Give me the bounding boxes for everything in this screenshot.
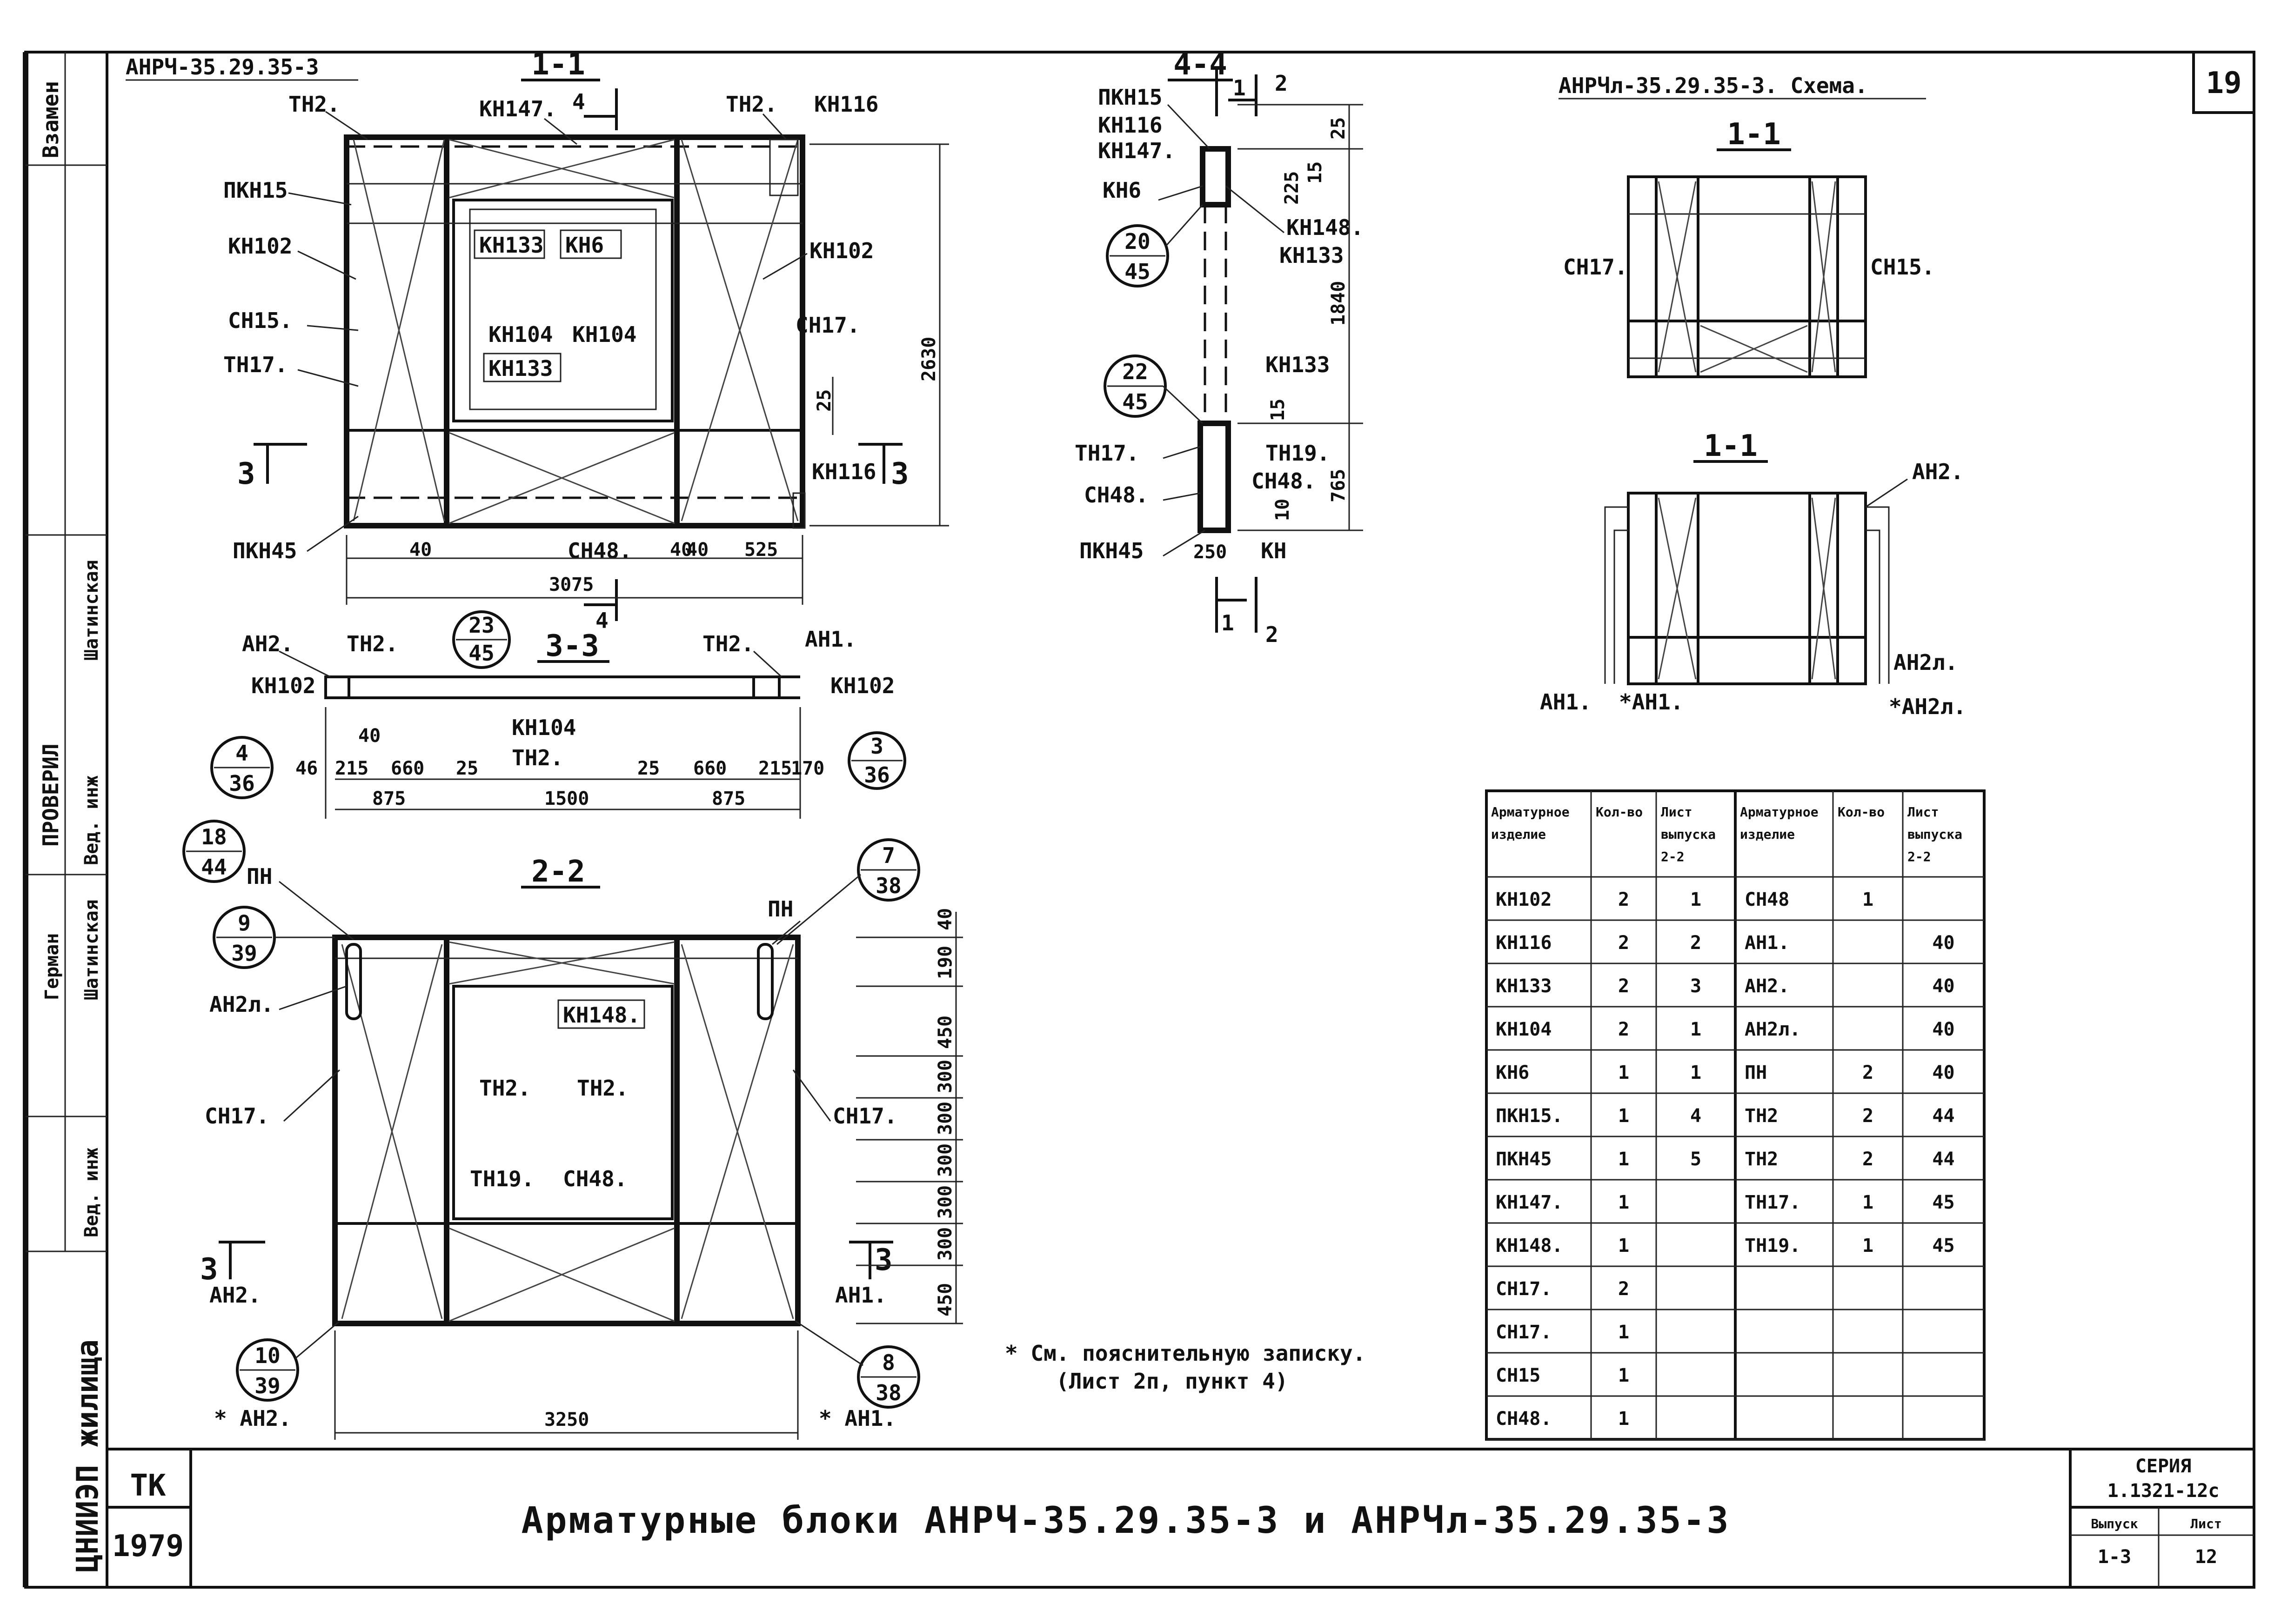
stamp-vzamen: Взамен [38, 80, 63, 158]
section-title-4-4: 4-4 [1173, 47, 1227, 82]
table-cell: АН2л. [1745, 1019, 1801, 1040]
view-section-3-3 [212, 612, 905, 819]
dim-190-22: 190 [935, 945, 956, 979]
label-sec3-left-22: 3 [200, 1252, 218, 1287]
label-cn48-right-44: СН48. [1251, 468, 1316, 494]
label-pkn15: ПКН15 [223, 178, 288, 203]
dim-40-33: 40 [358, 725, 381, 747]
series-label: СЕРИЯ [2135, 1456, 2192, 1477]
table-cell: ПН [1745, 1062, 1767, 1083]
label-th2-a-22: ТН2. [479, 1076, 531, 1101]
label-th2-right: ТН2. [726, 92, 777, 117]
label-sec4-top: 4 [572, 89, 585, 114]
circle-9-top: 9 [238, 910, 251, 936]
dim-215-a-33: 215 [335, 758, 369, 779]
circle-22-bottom: 45 [1122, 389, 1148, 414]
table-cell: КН102 [1496, 889, 1552, 910]
list-label: Лист [2190, 1516, 2222, 1531]
label-th19-22: ТН19. [470, 1166, 535, 1191]
dim-46-33: 46 [295, 758, 318, 779]
dim-875-a-33: 875 [372, 788, 406, 809]
circle-7-top: 7 [882, 843, 895, 868]
label-sec3-right-22: 3 [875, 1243, 893, 1277]
note-block [1005, 1341, 1365, 1394]
dim-250-44: 250 [1193, 541, 1227, 563]
dim-25: 25 [814, 389, 835, 412]
note-line-1: * См. пояснительную записку. [1005, 1341, 1366, 1366]
label-pkn15-44: ПКН15 [1098, 85, 1163, 110]
label-th2-left: ТН2. [288, 92, 340, 117]
scheme-label-an2: АН2. [1912, 459, 1964, 484]
table-cell: 1 [1862, 1192, 1874, 1213]
circle-7-bottom: 38 [876, 873, 902, 898]
dim-40-a: 40 [409, 539, 432, 561]
table-cell: 2 [1862, 1149, 1874, 1170]
label-pn-left-22: ПН [247, 864, 273, 889]
dim-25-a-33: 25 [456, 758, 479, 779]
circle-23-bottom: 45 [468, 641, 495, 666]
dim-300-e-22: 300 [935, 1227, 956, 1261]
table-cell: 1 [1618, 1105, 1630, 1127]
label-kn133-b-44: КН133 [1265, 352, 1330, 377]
table-cell: 40 [1932, 932, 1955, 954]
label-cn15: СН15. [228, 308, 293, 333]
section-title-2-2: 2-2 [531, 855, 585, 889]
dim-40-c: 40 [686, 539, 709, 561]
label-kn-44: КН [1261, 538, 1287, 563]
label-pn-right-22: ПН [768, 896, 794, 922]
circle-23-top: 23 [468, 613, 495, 638]
table-cell: ТН2 [1745, 1149, 1779, 1170]
table-cell: 1 [1690, 889, 1702, 910]
label-kn147-44: КН147. [1098, 138, 1176, 163]
table-cell: 40 [1932, 976, 1955, 997]
table-cell: 2 [1618, 1019, 1630, 1040]
table-cell: КН6 [1496, 1062, 1530, 1083]
scheme-label-cn15: СН15. [1870, 254, 1935, 280]
issue-value: 1-3 [2097, 1546, 2132, 1568]
label-th2-c-33: ТН2. [512, 745, 563, 770]
scheme-section-b: 1-1 [1704, 429, 1758, 463]
table-header-cell: Арматурное изделие [1740, 804, 1819, 842]
dim-525: 525 [744, 539, 778, 561]
table-cell: КН116 [1496, 932, 1552, 954]
table-cell: КН133 [1496, 976, 1552, 997]
circle-10-top: 10 [254, 1343, 281, 1368]
circle-20-bottom: 45 [1124, 259, 1151, 284]
stamp-germain: Герман [41, 933, 63, 1000]
table-cell: СН15 [1496, 1365, 1541, 1386]
table-cell: 40 [1932, 1062, 1955, 1083]
issue-label: Выпуск [2091, 1516, 2138, 1531]
label-kn148-44: КН148. [1286, 215, 1364, 240]
table-cell: 1 [1618, 1192, 1630, 1213]
dim-40-b: 40 [670, 539, 693, 561]
scheme-label-star-an2l: *АН2л. [1889, 694, 1967, 719]
dim-660-a-33: 660 [391, 758, 425, 779]
table-cell: 44 [1932, 1149, 1955, 1170]
circle-3-bottom: 36 [864, 762, 890, 788]
table-cell: 45 [1932, 1235, 1955, 1256]
dim-2630: 2630 [918, 336, 940, 381]
specification-table [1486, 791, 1984, 1439]
label-cn48-22: СН48. [563, 1166, 628, 1191]
label-sec3-right: 3 [891, 457, 909, 491]
circle-10-bottom: 39 [254, 1373, 281, 1398]
table-cell: 45 [1932, 1192, 1955, 1213]
label-kn102-left: КН102 [228, 234, 293, 259]
year-label: 1979 [112, 1529, 184, 1564]
note-line-2: (Лист 2п, пункт 4) [1056, 1369, 1288, 1394]
table-cell: 1 [1618, 1149, 1630, 1170]
stamp-org: ЦНИИЭП жилища [71, 1339, 105, 1572]
stamp-proveril: ПРОВЕРИЛ [38, 743, 63, 847]
dim-25-44: 25 [1328, 117, 1349, 140]
table-cell: СН17. [1496, 1278, 1552, 1300]
label-kn6: КН6 [565, 233, 604, 258]
list-value: 12 [2194, 1546, 2218, 1568]
scheme-label-star-an1: *АН1. [1619, 689, 1684, 715]
dim-300-d-22: 300 [935, 1185, 956, 1219]
label-an1-33: АН1. [805, 627, 856, 652]
table-header-cell: Кол-во [1838, 804, 1885, 820]
table-cell: 40 [1932, 1019, 1955, 1040]
dim-170-33: 170 [791, 758, 825, 779]
label-kn133-a: КН133 [479, 233, 544, 258]
dim-15-a-44: 15 [1304, 161, 1326, 184]
stamp-shatinskaya-1: Шатинская [81, 560, 102, 661]
circle-8-bottom: 38 [876, 1380, 902, 1405]
label-an2-33: АН2. [242, 631, 294, 656]
table-cell: 4 [1690, 1105, 1702, 1127]
scheme-section-a: 1-1 [1727, 117, 1781, 152]
circle-22-top: 22 [1122, 359, 1148, 384]
circle-20-top: 20 [1124, 229, 1151, 254]
circle-18-bottom: 44 [201, 855, 227, 880]
label-star-an1-22: * АН1. [819, 1406, 896, 1431]
table-cell: СН48 [1745, 889, 1790, 910]
dim-765-44: 765 [1328, 468, 1349, 502]
dim-660-b-33: 660 [693, 758, 727, 779]
scheme-label-an1: АН1. [1540, 689, 1592, 715]
table-cell: 3 [1690, 976, 1702, 997]
dim-1840-44: 1840 [1328, 281, 1349, 326]
label-kn148-22: КН148. [563, 1002, 641, 1028]
table-cell: 2 [1618, 976, 1630, 997]
mark-2-top: 2 [1275, 71, 1288, 96]
stamp-ved-inzh-1: Вед. инж [81, 775, 102, 865]
circle-4-top: 4 [235, 741, 248, 766]
label-kn102-right: КН102 [809, 238, 874, 263]
table-cell: 2 [1618, 932, 1630, 954]
stamp-ved-inzh-2: Вед. инж [81, 1148, 102, 1237]
label-cn17-right-22: СН17. [833, 1103, 897, 1129]
label-pkn45-44: ПКН45 [1079, 538, 1144, 563]
label-kn104-33: КН104 [512, 715, 576, 740]
label-kn102-right-33: КН102 [830, 673, 895, 698]
stamp-shatinskaya-2: Шатинская [81, 899, 102, 1000]
label-star-an2-22: * АН2. [214, 1406, 292, 1431]
circle-8-top: 8 [882, 1350, 895, 1375]
table-cell: СН17. [1496, 1322, 1552, 1343]
table-cell: ТН17. [1745, 1192, 1801, 1213]
table-cell: 1 [1618, 1408, 1630, 1430]
label-kn133-a-44: КН133 [1279, 243, 1344, 268]
mark-1-bottom: 1 [1221, 610, 1234, 635]
scheme-title: АНРЧл-35.29.35-3. Схема. [1559, 73, 1868, 98]
dim-225-44: 225 [1281, 171, 1303, 205]
table-cell: 2 [1690, 932, 1702, 954]
table-cell: 5 [1690, 1149, 1702, 1170]
table-cell: 1 [1618, 1322, 1630, 1343]
label-an2l-22: АН2л. [209, 992, 274, 1017]
table-cell: 1 [1618, 1235, 1630, 1256]
section-title-1-1: 1-1 [531, 47, 585, 82]
mark-2-bottom: 2 [1265, 622, 1278, 647]
dim-300-a-22: 300 [935, 1059, 956, 1093]
label-kn116-44: КН116 [1098, 113, 1163, 138]
table-cell: 1 [1690, 1062, 1702, 1083]
dim-10-44: 10 [1272, 498, 1293, 521]
scheme-label-cn17: СН17. [1563, 254, 1628, 280]
label-sec4-bottom: 4 [595, 608, 609, 633]
table-cell: 1 [1862, 1235, 1874, 1256]
scheme-views [1540, 73, 1966, 719]
circle-9-bottom: 39 [231, 941, 257, 966]
table-header-cell: Арматурное изделие [1491, 804, 1570, 842]
label-cn17: СН17. [796, 313, 860, 338]
dim-40-22: 40 [935, 908, 956, 930]
label-kn147: КН147. [479, 96, 557, 121]
table-cell: КН148. [1496, 1235, 1563, 1256]
label-cn17-left-22: СН17. [205, 1103, 269, 1129]
series-value: 1.1321-12с [2107, 1480, 2220, 1502]
table-cell: 2 [1618, 1278, 1630, 1300]
label-kn102-left-33: КН102 [251, 673, 316, 698]
section-title-3-3: 3-3 [545, 629, 599, 663]
table-cell: 1 [1862, 889, 1874, 910]
table-cell: ПКН45 [1496, 1149, 1552, 1170]
label-th19-44: ТН19. [1265, 441, 1330, 466]
label-kn116-right: КН116 [812, 459, 876, 484]
view-section-4-4 [1075, 47, 1364, 647]
label-th2-b-33: ТН2. [702, 631, 754, 656]
table-cell: АН2. [1745, 976, 1790, 997]
label-th17: ТН17. [223, 352, 288, 377]
label-cn48-left-44: СН48. [1084, 482, 1149, 508]
label-sec3-left: 3 [237, 457, 255, 491]
label-th2-a-33: ТН2. [347, 631, 398, 656]
table-cell: КН147. [1496, 1192, 1563, 1213]
label-kn104-b: КН104 [572, 322, 637, 347]
table-header-cell: Лист выпуска 2-2 [1661, 804, 1716, 864]
main-title: Арматурные блоки АНРЧ-35.29.35-3 и АНРЧл-35.29.35-3 [521, 1500, 1731, 1542]
circle-4-bottom: 36 [229, 771, 255, 796]
dim-3075: 3075 [549, 574, 594, 595]
label-an2-22: АН2. [209, 1283, 261, 1308]
table-cell: 1 [1618, 1062, 1630, 1083]
table-cell: ТН19. [1745, 1235, 1801, 1256]
table-header-cell: Кол-во [1596, 804, 1643, 820]
dim-875-b-33: 875 [712, 788, 746, 809]
label-kn6-44: КН6 [1103, 178, 1142, 203]
dim-450-a-22: 450 [935, 1015, 956, 1049]
dim-3250-22: 3250 [544, 1409, 589, 1430]
table-cell: 2 [1618, 889, 1630, 910]
view-section-2-2 [184, 821, 963, 1440]
dim-300-b-22: 300 [935, 1101, 956, 1135]
sheet-number: 19 [2206, 66, 2242, 100]
dim-300-c-22: 300 [935, 1143, 956, 1177]
table-cell: КН104 [1496, 1019, 1552, 1040]
label-kn116-top: КН116 [814, 92, 879, 117]
table-cell: 1 [1690, 1019, 1702, 1040]
tk-label: ТК [130, 1469, 166, 1503]
label-kn104-a: КН104 [488, 322, 553, 347]
table-cell: АН1. [1745, 932, 1790, 954]
dim-215-b-33: 215 [758, 758, 792, 779]
label-an1-22: АН1. [835, 1283, 887, 1308]
dim-15-b-44: 15 [1267, 398, 1289, 421]
label-kn133-b: КН133 [488, 356, 553, 381]
table-cell: 1 [1618, 1365, 1630, 1386]
table-cell: 2 [1862, 1105, 1874, 1127]
table-cell: ПКН15. [1496, 1105, 1563, 1127]
label-pkn45: ПКН45 [233, 538, 297, 563]
circle-3-top: 3 [870, 734, 883, 759]
table-cell: ТН2 [1745, 1105, 1779, 1127]
scheme-label-an2l: АН2л. [1893, 650, 1958, 675]
dim-25-b-33: 25 [637, 758, 660, 779]
view-main-section-1-1 [126, 47, 949, 633]
table-header-cell: Лист выпуска 2-2 [1907, 804, 1963, 864]
circle-18-top: 18 [201, 824, 227, 849]
table-cell: 2 [1862, 1062, 1874, 1083]
dim-1500-33: 1500 [544, 788, 589, 809]
label-th17-44: ТН17. [1075, 441, 1139, 466]
mark-1-top: 1 [1233, 75, 1246, 100]
block-title: АНРЧ-35.29.35-3 [126, 54, 319, 80]
dim-450-b-22: 450 [935, 1283, 956, 1317]
side-stamp [38, 81, 105, 1572]
table-cell: СН48. [1496, 1408, 1552, 1430]
label-th2-b-22: ТН2. [577, 1076, 629, 1101]
label-cn48: СН48. [568, 538, 632, 563]
table-cell: 44 [1932, 1105, 1955, 1127]
